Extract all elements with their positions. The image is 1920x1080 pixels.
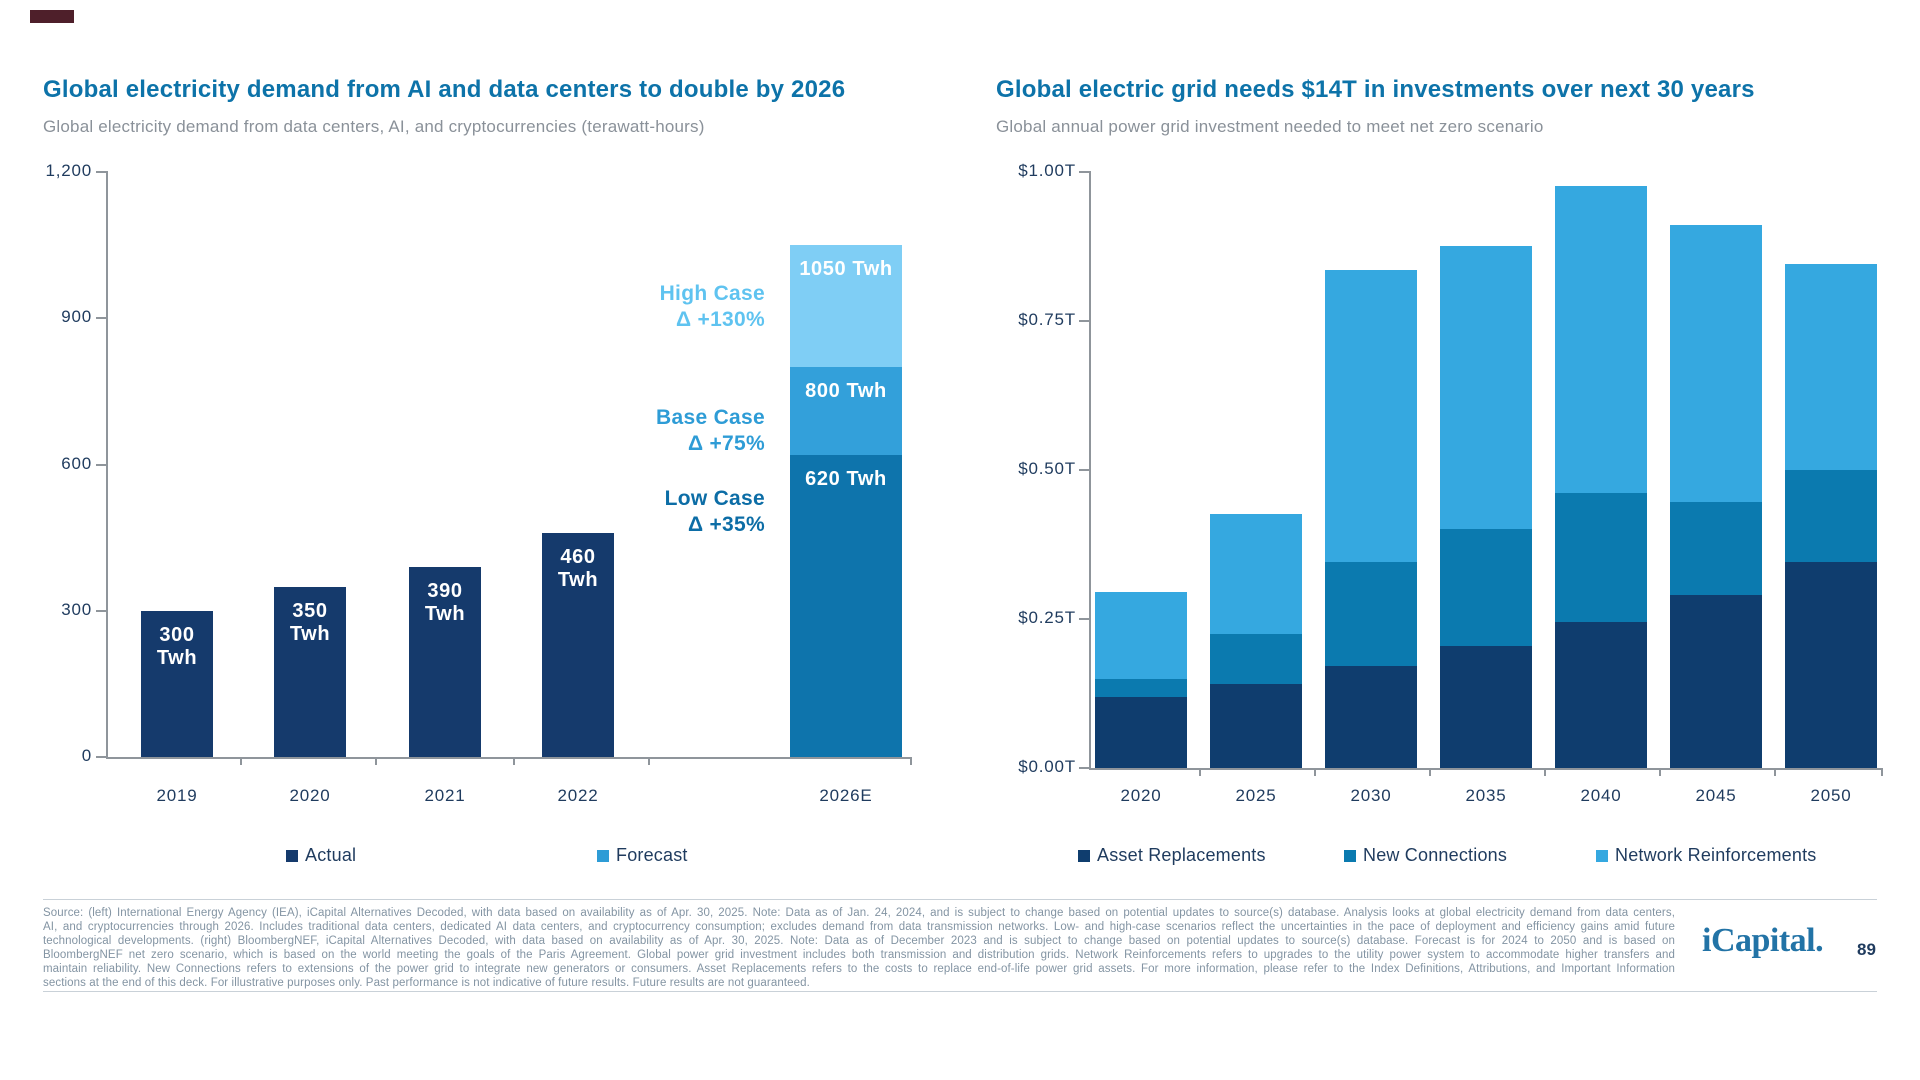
- right-xtick-2040: 2040: [1580, 786, 1622, 805]
- page-number: 89: [1857, 940, 1876, 959]
- legend-asset-replacements-swatch-icon: [1078, 850, 1090, 862]
- left-y-axis: [106, 171, 108, 759]
- annotation-base-case: [545, 405, 765, 457]
- annotation-high-case-delta: Δ +130%: [675, 308, 765, 331]
- icapital-logo: iCapital.: [1702, 922, 1824, 959]
- left-xtick-2022: 2022: [557, 786, 599, 805]
- right-xtick-mark: [1774, 768, 1776, 776]
- annotation-base-case-delta: Δ +75%: [687, 432, 765, 455]
- bar-2040-new-connections: [1555, 493, 1647, 622]
- left-ytick-mark: [96, 317, 106, 319]
- legend-network-reinforcements: [1596, 845, 1816, 866]
- bar-2035-network-reinforcements: [1440, 246, 1532, 529]
- left-xtick-mark: [910, 757, 912, 765]
- legend-actual-label: Actual: [305, 845, 357, 865]
- annotation-base-case-name: Base Case: [656, 406, 765, 429]
- right-x-axis: [1089, 768, 1883, 770]
- right-ytick-mark: [1079, 469, 1089, 471]
- bar-value-2020: 350 Twh: [289, 600, 331, 645]
- right-xtick-mark: [1314, 768, 1316, 776]
- left-chart-title: Global electricity demand from AI and data centers to double by 2026: [43, 76, 846, 103]
- footer-line-6: sections at the end of this deck. For illustrative purposes only. Past performance is not indicative of future results. Future results are not guaranteed.: [43, 977, 810, 989]
- bar-2035-asset-replacements: [1440, 646, 1532, 768]
- right-chart-title: Global electric grid needs $14T in investments over next 30 years: [996, 76, 1755, 103]
- legend-network-reinforcements-swatch-icon: [1596, 850, 1608, 862]
- slide-accent-mark: [30, 10, 74, 23]
- bar-value-2026e-base: 800 Twh: [805, 380, 887, 402]
- bar-2050-asset-replacements: [1785, 562, 1877, 768]
- footer-line-4: BloombergNEF net zero scenario, which is based on the world meeting the goals of the Paris Agreement. Global power grid investment includes both transmission and distribution grids. Network Reinforcements refers to upgrades to the utility power system to accommodate higher transfers and: [43, 949, 1675, 961]
- right-ytick-050: $0.50T: [1018, 459, 1076, 478]
- right-ytick-025: $0.25T: [1018, 608, 1076, 627]
- left-x-axis: [106, 757, 912, 759]
- left-xtick-2020: 2020: [289, 786, 331, 805]
- left-xtick-2019: 2019: [156, 786, 198, 805]
- left-chart-subtitle: Global electricity demand from data centers, AI, and cryptocurrencies (terawatt-hours): [43, 117, 705, 136]
- right-xtick-2050: 2050: [1810, 786, 1852, 805]
- bar-2035-new-connections: [1440, 529, 1532, 646]
- right-xtick-2020: 2020: [1120, 786, 1162, 805]
- legend-new-connections-label: New Connections: [1363, 845, 1508, 865]
- right-ytick-mark: [1079, 320, 1089, 322]
- annotation-low-case: [545, 486, 765, 538]
- right-ytick-000: $0.00T: [1018, 757, 1076, 776]
- left-xtick-mark: [375, 757, 377, 765]
- right-ytick-mark: [1079, 171, 1089, 173]
- right-xtick-mark: [1881, 768, 1883, 776]
- right-ytick-075: $0.75T: [1018, 310, 1076, 329]
- legend-new-connections-swatch-icon: [1344, 850, 1356, 862]
- bar-2040-asset-replacements: [1555, 622, 1647, 768]
- right-xtick-mark: [1544, 768, 1546, 776]
- bar-value-2026e-low: 620 Twh: [805, 468, 887, 490]
- legend-network-reinforcements-label: Network Reinforcements: [1615, 845, 1817, 865]
- left-xtick-mark: [513, 757, 515, 765]
- legend-forecast-label: Forecast: [616, 845, 688, 865]
- legend-asset-replacements-label: Asset Replacements: [1097, 845, 1266, 865]
- bar-2020-asset-replacements: [1095, 697, 1187, 768]
- bar-2045-new-connections: [1670, 502, 1762, 595]
- left-ytick-mark: [96, 756, 106, 758]
- bar-2020-network-reinforcements: [1095, 592, 1187, 679]
- legend-actual: [286, 845, 356, 866]
- left-xtick-mark: [648, 757, 650, 765]
- bar-2030-new-connections: [1325, 562, 1417, 666]
- right-xtick-2035: 2035: [1465, 786, 1507, 805]
- right-y-axis: [1089, 171, 1091, 770]
- bar-2050-network-reinforcements: [1785, 264, 1877, 470]
- left-ytick-mark: [96, 464, 106, 466]
- left-ytick-mark: [96, 171, 106, 173]
- right-xtick-mark: [1659, 768, 1661, 776]
- bar-2045-network-reinforcements: [1670, 225, 1762, 502]
- legend-asset-replacements: [1078, 845, 1266, 866]
- bar-value-2019: 300 Twh: [156, 624, 198, 669]
- left-ytick-900: 900: [61, 307, 92, 326]
- bar-value-2026e-high: 1050 Twh: [799, 258, 893, 280]
- right-ytick-100: $1.00T: [1018, 161, 1076, 180]
- right-ytick-mark: [1079, 767, 1089, 769]
- bar-2020-new-connections: [1095, 679, 1187, 697]
- annotation-high-case: [545, 281, 765, 333]
- bar-2025-network-reinforcements: [1210, 514, 1302, 634]
- legend-actual-swatch-icon: [286, 850, 298, 862]
- annotation-low-case-delta: Δ +35%: [687, 513, 765, 536]
- left-ytick-300: 300: [61, 600, 92, 619]
- legend-new-connections: [1344, 845, 1507, 866]
- right-xtick-2030: 2030: [1350, 786, 1392, 805]
- footer-line-2: AI, and cryptocurrencies through 2026. Includes traditional data centers, dedicated AI data centers, and cryptocurrency consumption; excludes demand from data transmission networks. Low- and high-case scenarios reflect the uncertainties in the pace of deployment and efficiency gains amid future: [43, 921, 1675, 933]
- right-xtick-2045: 2045: [1695, 786, 1737, 805]
- right-xtick-mark: [1429, 768, 1431, 776]
- footer-top-rule: [43, 899, 1877, 900]
- bar-2030-network-reinforcements: [1325, 270, 1417, 562]
- footer-disclosure: [43, 906, 1675, 990]
- right-ytick-mark: [1079, 618, 1089, 620]
- bar-2040-network-reinforcements: [1555, 186, 1647, 493]
- left-ytick-1200: 1,200: [45, 161, 92, 180]
- right-xtick-2025: 2025: [1235, 786, 1277, 805]
- bar-2025-asset-replacements: [1210, 684, 1302, 768]
- right-chart-subtitle: Global annual power grid investment needed to meet net zero scenario: [996, 117, 1544, 136]
- legend-forecast: [597, 845, 688, 866]
- left-xtick-2021: 2021: [424, 786, 466, 805]
- footer-line-5: maintain reliability. New Connections refers to extensions of the power grid to integrate new generators or consumers. Asset Replacements refers to the costs to replace end-of-life power grid assets. For more information, please refer to the Index Definitions, Attributions, and Important Information: [43, 963, 1675, 975]
- bar-2026e-low-case: [790, 455, 902, 757]
- left-ytick-mark: [96, 610, 106, 612]
- footer-bottom-rule: [43, 991, 1877, 992]
- left-ytick-0: 0: [81, 746, 92, 765]
- bar-value-2021: 390 Twh: [424, 580, 466, 625]
- annotation-low-case-name: Low Case: [664, 487, 765, 510]
- bar-2030-asset-replacements: [1325, 666, 1417, 768]
- bar-2050-new-connections: [1785, 470, 1877, 562]
- left-xtick-mark: [240, 757, 242, 765]
- left-xtick-2026e: 2026E: [819, 786, 873, 805]
- legend-forecast-swatch-icon: [597, 850, 609, 862]
- bar-value-2022: 460 Twh: [557, 546, 599, 591]
- right-xtick-mark: [1199, 768, 1201, 776]
- footer-line-3: technological developments. (right) BloombergNEF, iCapital Alternatives Decoded, with data based on availability as of Apr. 30, 2025. Note: Data as of December 2023 and is subject to change based on potential updates to source(s) database. Forecast is for 2024 to 2050 and is based on: [43, 935, 1675, 947]
- footer-line-1: Source: (left) International Energy Agency (IEA), iCapital Alternatives Decoded, with data based on availability as of Apr. 30, 2025. Note: Data as of Jan. 24, 2024, and is subject to change based on potential updates to source(s) database. Analysis looks at global electricity demand from data centers,: [43, 907, 1675, 919]
- bar-2045-asset-replacements: [1670, 595, 1762, 768]
- left-ytick-600: 600: [61, 454, 92, 473]
- annotation-high-case-name: High Case: [659, 282, 765, 305]
- bar-2025-new-connections: [1210, 634, 1302, 684]
